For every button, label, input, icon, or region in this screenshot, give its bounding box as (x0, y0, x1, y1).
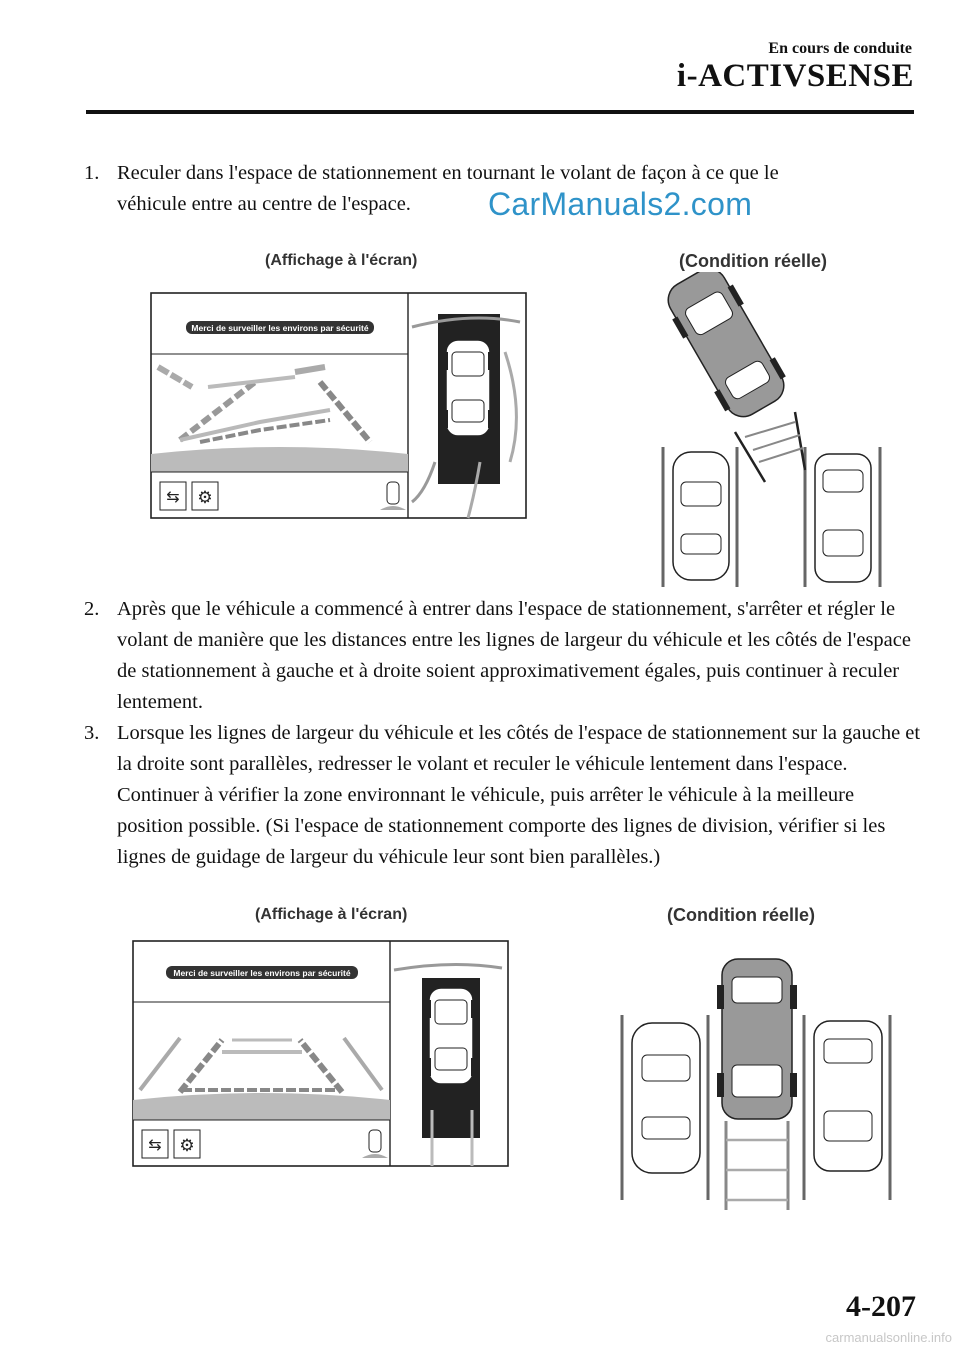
figure-2-screen-display (132, 940, 510, 1168)
gear-icon[interactable]: ⚙ (179, 1136, 195, 1155)
step-3 (84, 718, 924, 873)
parked-car-right (814, 1021, 882, 1171)
step-2 (84, 594, 924, 718)
watermark: CarManuals2.com (488, 186, 753, 222)
figure-1-real-condition (655, 272, 895, 590)
step-text: Reculer dans l'espace de stationnement en tournant le volant de façon à ce que le véhicule entre au centre de l'espace. (117, 162, 779, 215)
car-view-icon[interactable] (387, 482, 399, 504)
footer-watermark: carmanualsonline.info (825, 1330, 952, 1345)
figure-1-screen-display (150, 292, 528, 520)
step-text: Lorsque les lignes de largeur du véhicule et les côtés de l'espace de stationnement sur la gauche et la droite sont parallèles, redresser le volant et reculer le véhicule lentement dans l'espace. Continuer à vérifier la zone environnant le véhicule, puis arrêter le véhicule à la meilleure position possible. (Si l'espace de stationnement comporte des lignes de division, vérifier si les lignes de guidage de largeur du véhicule leur sont bien parallèles.) (117, 722, 921, 868)
figure-1-screen-caption: (Affichage à l'écran) (265, 252, 418, 269)
figure-2-screen-caption: (Affichage à l'écran) (255, 906, 408, 923)
gear-icon[interactable]: ⚙ (197, 488, 213, 507)
reversing-car (658, 272, 794, 425)
section-title: En cours de conduite (768, 40, 912, 57)
parked-car-left (673, 452, 729, 580)
chapter-title: i-ACTIVSENSE (676, 58, 914, 94)
step-number: 3. (84, 722, 100, 744)
screen-banner-text: Merci de surveiller les environs par sécurité (191, 323, 369, 333)
figure-2-real-caption: (Condition réelle) (667, 905, 815, 925)
header-rule (86, 110, 914, 114)
parked-car-left (632, 1023, 700, 1173)
step-number: 1. (84, 162, 100, 184)
step-text: Après que le véhicule a commencé à entrer dans l'espace de stationnement, s'arrêter et régler le volant de manière que les distances entre les lignes de largeur du véhicule et les côtés de l'espace de stationnement à gauche et à droite soient approximativement égales, puis continuer à reculer lentement. (117, 598, 911, 713)
page-number: 4-207 (846, 1290, 916, 1323)
parked-car-right (815, 454, 871, 582)
reversing-car (717, 959, 797, 1119)
camera-switch-icon[interactable]: ⇆ (148, 1137, 162, 1154)
figure-1-real-caption: (Condition réelle) (679, 251, 827, 271)
step-number: 2. (84, 598, 100, 620)
car-view-icon[interactable] (369, 1130, 381, 1152)
camera-switch-icon[interactable]: ⇆ (166, 489, 180, 506)
screen-banner-text: Merci de surveiller les environs par sécurité (173, 968, 351, 978)
figure-2-real-condition (618, 955, 898, 1215)
